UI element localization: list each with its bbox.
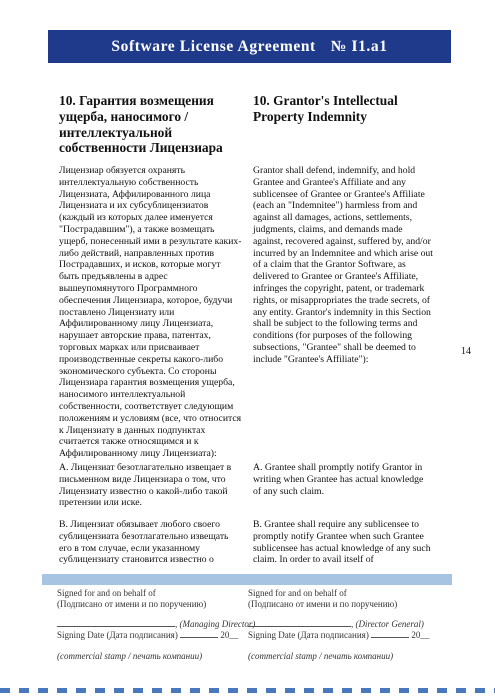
signing-date-label-right: Signing Date (Дата подписания) (248, 630, 369, 640)
number-symbol: № (330, 38, 347, 55)
signed-for-left: Signed for and on behalf of (57, 588, 156, 598)
role-right: , (Director General) (351, 619, 424, 629)
paragraph-ru-a: A. Лицензиат безотлагательно извещает в письменном виде Лицензиара о том, что Лицензиату известно о какой-либо такой претензии или иске. (59, 462, 232, 509)
paragraph-en-b: B. Grantee shall require any sublicensee to promptly notify Grantee when such Grantee sublicensee has actual knowledge of any such claim. In order to avail itself of (253, 519, 431, 566)
document-title-bar (48, 30, 451, 63)
signed-for-ru-right: (Подписано от имени и по поручению) (248, 599, 398, 609)
footer-dashed-divider (0, 688, 495, 693)
stamp-left: (commercial stamp / печать компании) (57, 651, 203, 661)
signing-date-right (248, 629, 429, 641)
signing-date-year-left: 20__ (220, 630, 239, 640)
signed-for-ru-left: (Подписано от имени и по поручению) (57, 599, 207, 609)
stamp-right: (commercial stamp / печать компании) (248, 651, 394, 661)
page-number: 14 (461, 346, 471, 357)
paragraph-ru-b: B. Лицензиат обязывает любого своего сублицензиата безотлагательно извещать его в том случае, если указанному сублицензиату становится известно о (59, 519, 229, 566)
paragraph-en-a: A. Grantee shall promptly notify Grantor in writing when Grantee has actual knowledge of any such claim. (253, 462, 424, 497)
signed-for-right: Signed for and on behalf of (248, 588, 347, 598)
role-left: , (Managing Director) (175, 619, 256, 629)
section-heading-en: 10. Grantor's Intellectual Property Indemnity (253, 93, 398, 124)
signature-band (42, 574, 452, 585)
paragraph-en-main: Grantor shall defend, indemnify, and hold Grantee and Grantee's Affiliate and any sublicensee of Grantee or Grantee's Affiliate (each an "Indemnitee") harmless from and against all damages, actions, settlements, judgments, claims, and demands made against, recovered against, suffered by, and/or incurred by an Indemnitee and which arise out of a claim that the Grantor Software, as delivered to Grantee or Grantee's Affiliate, infringes the copyright, patent, or trademark rights, or misappropriates the trade secrets, of any entity. Grantor's indemnity in this Section shall be subject to the following terms and conditions (for purposes of the following subsections, "Grantee" shall be deemed to include "Grantee's Affiliate"): (253, 165, 433, 365)
document-title: Software License Agreement (111, 38, 316, 55)
signing-date-label-left: Signing Date (Дата подписания) (57, 630, 178, 640)
section-heading-ru: 10. Гарантия возмещения ущерба, наносимого / интеллектуальной собственности Лицензиара (59, 93, 223, 156)
document-number: I1.a1 (351, 38, 388, 55)
signing-date-left (57, 629, 238, 641)
paragraph-ru-main: Лицензиар обязуется охранять интеллектуальную собственность Лицензиата, Аффилированного лица Лицензиата и их субсублицензиатов (каждый из которых далее именуется "Пострадавшим"), а также возмещать ущерб, понесенный ими в результате каких-либо действий, направленных против Пострадавших, и исков, которые могут быть предъявлены в адрес вышеупомянутого Программного обеспечения Лицензиара, которое, будучи поставлено Лицензиату или Аффилированному лицу Лицензиата, нарушает авторские права, патентах, торговых марках или присваивает производственные секреты какого-либо экономического субъекта. Со стороны Лицензиара гарантия возмещения ущерба, наносимого интеллектуальной собственности, соответствует следующим положениям и условиям (все, что относится к Лицензиату в данных подпунктах считается также относящимся и к Аффилированному лицу Лицензиата): (59, 165, 242, 460)
signing-date-year-right: 20__ (411, 630, 430, 640)
